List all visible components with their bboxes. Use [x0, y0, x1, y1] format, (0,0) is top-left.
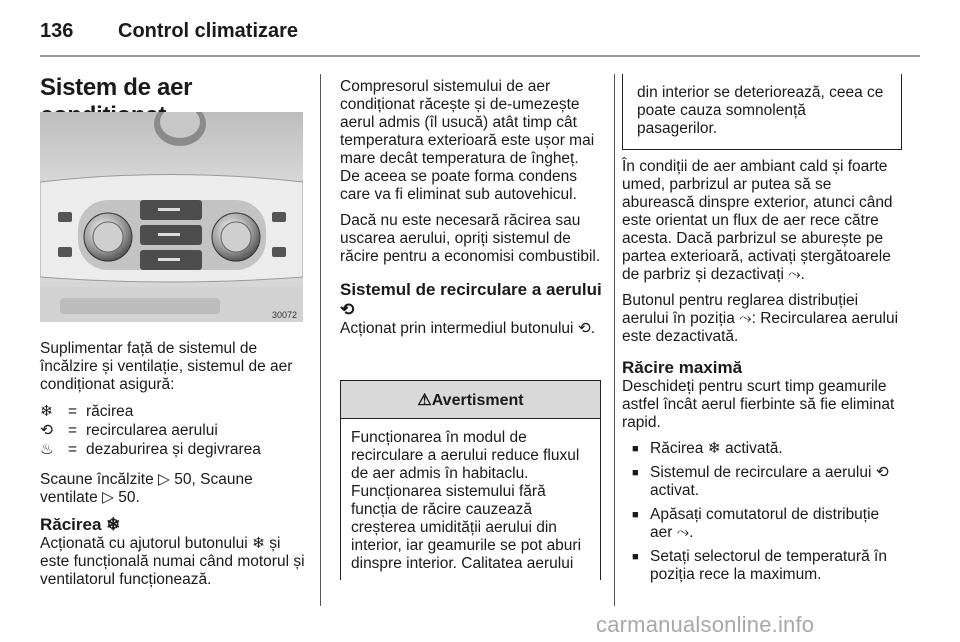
- list-item: ■ Sistemul de recirculare a aerului ⟲ activat.: [622, 464, 904, 500]
- fogging-paragraph: În condiții de aer ambiant cald și foarte umed, parbrizul ar putea să se aburească dinspre exterior, atunci când este orientat un flux de aer rece către acesta. Dacă parbrizul se aburește pe partea exterioară, activați ștergătoarele de parbriz și dezactivați ⤳.: [622, 158, 893, 283]
- list-item: ■ Setați selectorul de temperatură în poziția rece la maximum.: [622, 548, 904, 584]
- cooling-heading: Răcirea ❄: [40, 515, 121, 534]
- watermark: carmanualsonline.info: [596, 612, 815, 637]
- legend-text: dezaburirea și degivrarea: [86, 440, 261, 458]
- distribution-paragraph: Butonul pentru reglarea distribuției aerului în poziția ⤳: Recircularea aerului este dezactivată.: [622, 292, 899, 345]
- compressor-paragraph: Compresorul sistemului de aer condiționat răcește și de-umezește aerul admis (îl usucă) atât timp cât temperatura exterioară este ușor mai mare decât temperatura de îngheț. De aceea se poate forma condens care va fi eliminat sub autovehicul.: [340, 78, 595, 203]
- climate-panel-photo: [40, 112, 303, 322]
- legend-equals: =: [68, 402, 78, 420]
- seats-reference[interactable]: Scaune încălzite ▷ 50, Scaune ventilate ▷ 50.: [40, 471, 253, 506]
- header-rule: [40, 55, 920, 57]
- legend-text: răcirea: [86, 402, 134, 420]
- intro-paragraph: Suplimentar față de sistemul de încălzire și ventilație, sistemul de aer condiționat asigură:: [40, 340, 293, 393]
- legend-row: [40, 402, 308, 421]
- warning-continuation: din interior se deteriorează, ceea ce poate cauza somnolență pasagerilor.: [622, 74, 902, 150]
- defrost-icon: ♨: [40, 440, 54, 458]
- warning-box: [340, 380, 601, 580]
- chapter-title: Control climatizare: [118, 20, 299, 42]
- recirculation-paragraph: Acționat prin intermediul butonului ⟲.: [340, 320, 596, 337]
- legend-row: [40, 440, 308, 459]
- section-title: Sistem de aer: [40, 74, 193, 101]
- legend-text: recircularea aerului: [86, 421, 218, 439]
- snowflake-icon: ❄: [40, 402, 53, 420]
- max-cooling-intro: Deschideți pentru scurt timp geamurile astfel încât aerul fierbinte să fie eliminat rapid.: [622, 378, 895, 431]
- recirculation-icon: ⟲: [40, 421, 53, 439]
- max-cooling-steps: [622, 440, 904, 584]
- warning-heading: ⚠Avertisment: [341, 381, 600, 419]
- max-cooling-heading: Răcire maximă: [622, 358, 743, 377]
- middle-column: [340, 78, 602, 346]
- warning-text: Funcționarea în modul de recirculare a aerului reduce fluxul de aer admis în habitaclu. Funcționarea sistemului fără funcția de răcire cauzează creșterea umidității aerului din interior, iar geamurile se pot aburi dinspre interior. Calitatea aerului: [351, 429, 582, 572]
- list-item: ■ Apăsați comutatorul de distribuție aer ⤳.: [622, 506, 904, 542]
- legend-equals: =: [68, 421, 78, 439]
- page-number: 136: [40, 20, 74, 42]
- recirculation-heading: Sistemul de recirculare a aerului ⟲: [340, 280, 602, 319]
- legend-row: [40, 421, 308, 440]
- list-item: ■ Răcirea ❄ activată.: [622, 440, 904, 458]
- page-header: [40, 14, 920, 54]
- cooling-paragraph: Acționată cu ajutorul butonului ❄ și este funcțională numai când motorul și ventilatorul funcționează.: [40, 535, 305, 588]
- function-legend: [40, 402, 308, 459]
- column-divider: [320, 74, 321, 606]
- disable-cooling-paragraph: Dacă nu este necesară răcirea sau uscarea aerului, opriți sistemul de răcire pentru a economisi combustibil.: [340, 212, 601, 265]
- column-divider: [614, 74, 615, 606]
- photo-code: 30072: [271, 310, 297, 320]
- legend-equals: =: [68, 440, 78, 458]
- right-column: [622, 158, 904, 590]
- left-column-text: [40, 340, 308, 597]
